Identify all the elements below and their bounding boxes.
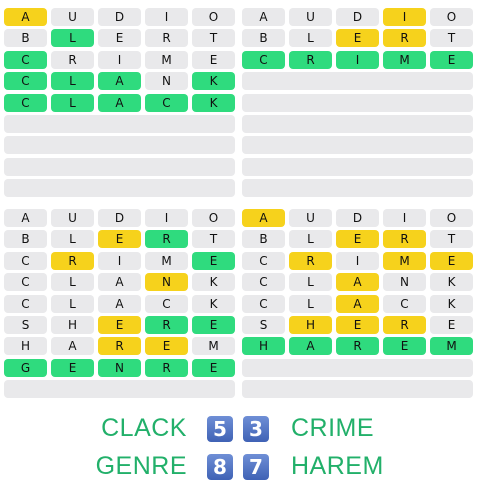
solved-word-top-right: CRIME bbox=[291, 414, 375, 442]
guess-row bbox=[4, 209, 235, 227]
letter-tile: N bbox=[145, 273, 188, 291]
letter-tile: M bbox=[192, 337, 235, 355]
letter-tile: I bbox=[383, 209, 426, 227]
letter-tile: L bbox=[289, 273, 332, 291]
letter-tile: R bbox=[289, 252, 332, 270]
guess-row bbox=[4, 230, 235, 248]
letter-tile: C bbox=[4, 295, 47, 313]
guess-count-badge-top-right: 3 bbox=[243, 416, 269, 442]
empty-guess-row bbox=[242, 158, 473, 176]
letter-tile: E bbox=[430, 252, 473, 270]
guess-count-badge-bottom-left: 8 bbox=[207, 454, 233, 480]
guess-row bbox=[4, 94, 235, 112]
letter-tile: E bbox=[98, 230, 141, 248]
letter-tile: L bbox=[51, 29, 94, 47]
guess-row bbox=[242, 273, 473, 291]
letter-tile: R bbox=[289, 51, 332, 69]
empty-guess-row bbox=[242, 94, 473, 112]
letter-tile: D bbox=[336, 209, 379, 227]
guess-row bbox=[242, 230, 473, 248]
letter-tile: U bbox=[289, 8, 332, 26]
empty-guess-row bbox=[242, 115, 473, 133]
letter-tile: I bbox=[336, 51, 379, 69]
letter-tile: L bbox=[289, 29, 332, 47]
letter-tile: K bbox=[192, 295, 235, 313]
empty-guess-row bbox=[242, 380, 473, 398]
letter-tile: O bbox=[192, 8, 235, 26]
letter-tile: N bbox=[383, 273, 426, 291]
empty-guess-row bbox=[242, 179, 473, 197]
letter-tile: A bbox=[98, 72, 141, 90]
letter-tile: K bbox=[192, 273, 235, 291]
letter-tile: M bbox=[145, 51, 188, 69]
letter-tile: B bbox=[4, 230, 47, 248]
letter-tile: U bbox=[51, 8, 94, 26]
letter-tile: E bbox=[192, 252, 235, 270]
board-top-left bbox=[4, 8, 235, 201]
letter-tile: L bbox=[289, 295, 332, 313]
letter-tile: C bbox=[242, 252, 285, 270]
letter-tile: E bbox=[430, 316, 473, 334]
letter-tile: H bbox=[242, 337, 285, 355]
letter-tile: A bbox=[98, 94, 141, 112]
letter-tile: D bbox=[336, 8, 379, 26]
letter-tile: E bbox=[192, 359, 235, 377]
letter-tile: E bbox=[430, 51, 473, 69]
letter-tile: K bbox=[192, 94, 235, 112]
letter-tile: C bbox=[4, 94, 47, 112]
letter-tile: U bbox=[51, 209, 94, 227]
letter-tile: A bbox=[242, 8, 285, 26]
letter-tile: K bbox=[192, 72, 235, 90]
letter-tile: D bbox=[98, 8, 141, 26]
letter-tile: I bbox=[383, 8, 426, 26]
letter-tile: L bbox=[51, 295, 94, 313]
empty-guess-row bbox=[4, 179, 235, 197]
letter-tile: T bbox=[192, 230, 235, 248]
letter-tile: C bbox=[145, 295, 188, 313]
letter-tile: E bbox=[98, 29, 141, 47]
board-bottom-right bbox=[242, 209, 473, 402]
letter-tile: L bbox=[51, 230, 94, 248]
guess-row bbox=[4, 252, 235, 270]
letter-tile: A bbox=[336, 273, 379, 291]
guess-row bbox=[242, 29, 473, 47]
letter-tile: R bbox=[145, 29, 188, 47]
letter-tile: R bbox=[145, 316, 188, 334]
letter-tile: E bbox=[98, 316, 141, 334]
letter-tile: C bbox=[4, 51, 47, 69]
letter-tile: C bbox=[383, 295, 426, 313]
letter-tile: M bbox=[145, 252, 188, 270]
solved-word-bottom-right: HAREM bbox=[291, 452, 384, 480]
letter-tile: I bbox=[98, 252, 141, 270]
guess-row bbox=[4, 359, 235, 377]
letter-tile: O bbox=[430, 209, 473, 227]
letter-tile: A bbox=[289, 337, 332, 355]
guess-row bbox=[4, 29, 235, 47]
letter-tile: L bbox=[51, 94, 94, 112]
letter-tile: H bbox=[51, 316, 94, 334]
letter-tile: A bbox=[98, 295, 141, 313]
letter-tile: E bbox=[192, 316, 235, 334]
letter-tile: C bbox=[4, 273, 47, 291]
letter-tile: E bbox=[145, 337, 188, 355]
letter-tile: H bbox=[4, 337, 47, 355]
solved-word-top-left: CLACK bbox=[101, 414, 187, 442]
letter-tile: N bbox=[98, 359, 141, 377]
letter-tile: U bbox=[289, 209, 332, 227]
letter-tile: M bbox=[383, 252, 426, 270]
letter-tile: K bbox=[430, 273, 473, 291]
letter-tile: L bbox=[289, 230, 332, 248]
letter-tile: E bbox=[192, 51, 235, 69]
letter-tile: R bbox=[98, 337, 141, 355]
letter-tile: R bbox=[383, 316, 426, 334]
summary-row-2 bbox=[0, 450, 477, 486]
letter-tile: E bbox=[336, 316, 379, 334]
guess-row bbox=[242, 51, 473, 69]
letter-tile: A bbox=[98, 273, 141, 291]
letter-tile: S bbox=[4, 316, 47, 334]
letter-tile: R bbox=[383, 29, 426, 47]
letter-tile: R bbox=[145, 359, 188, 377]
empty-guess-row bbox=[4, 115, 235, 133]
letter-tile: B bbox=[242, 230, 285, 248]
letter-tile: N bbox=[145, 72, 188, 90]
letter-tile: A bbox=[4, 8, 47, 26]
guess-row bbox=[242, 295, 473, 313]
letter-tile: L bbox=[51, 72, 94, 90]
guess-row bbox=[242, 8, 473, 26]
empty-guess-row bbox=[242, 359, 473, 377]
guess-count-badge-top-left: 5 bbox=[207, 416, 233, 442]
empty-guess-row bbox=[4, 136, 235, 154]
letter-tile: A bbox=[336, 295, 379, 313]
letter-tile: C bbox=[4, 72, 47, 90]
letter-tile: T bbox=[430, 29, 473, 47]
letter-tile: D bbox=[98, 209, 141, 227]
letter-tile: B bbox=[242, 29, 285, 47]
guess-count-badge-bottom-right: 7 bbox=[243, 454, 269, 480]
letter-tile: A bbox=[51, 337, 94, 355]
guess-row bbox=[4, 72, 235, 90]
letter-tile: C bbox=[4, 252, 47, 270]
board-top-right bbox=[242, 8, 473, 201]
empty-guess-row bbox=[4, 380, 235, 398]
summary-row-1 bbox=[0, 412, 477, 448]
letter-tile: O bbox=[430, 8, 473, 26]
letter-tile: I bbox=[145, 8, 188, 26]
guess-row bbox=[4, 51, 235, 69]
letter-tile: C bbox=[242, 273, 285, 291]
letter-tile: A bbox=[4, 209, 47, 227]
letter-tile: I bbox=[98, 51, 141, 69]
empty-guess-row bbox=[242, 72, 473, 90]
letter-tile: C bbox=[242, 295, 285, 313]
letter-tile: L bbox=[51, 273, 94, 291]
letter-tile: G bbox=[4, 359, 47, 377]
letter-tile: M bbox=[383, 51, 426, 69]
letter-tile: I bbox=[145, 209, 188, 227]
letter-tile: R bbox=[51, 252, 94, 270]
guess-row bbox=[4, 295, 235, 313]
guess-row bbox=[242, 252, 473, 270]
empty-guess-row bbox=[4, 158, 235, 176]
letter-tile: R bbox=[51, 51, 94, 69]
letter-tile: H bbox=[289, 316, 332, 334]
empty-guess-row bbox=[242, 136, 473, 154]
guess-row bbox=[242, 316, 473, 334]
letter-tile: E bbox=[51, 359, 94, 377]
guess-row bbox=[242, 337, 473, 355]
letter-tile: R bbox=[383, 230, 426, 248]
letter-tile: M bbox=[430, 337, 473, 355]
guess-row bbox=[4, 273, 235, 291]
guess-row bbox=[4, 316, 235, 334]
letter-tile: O bbox=[192, 209, 235, 227]
letter-tile: R bbox=[145, 230, 188, 248]
guess-row bbox=[4, 8, 235, 26]
guess-row bbox=[4, 337, 235, 355]
guess-row bbox=[242, 209, 473, 227]
letter-tile: T bbox=[192, 29, 235, 47]
letter-tile: A bbox=[242, 209, 285, 227]
letter-tile: C bbox=[242, 51, 285, 69]
letter-tile: B bbox=[4, 29, 47, 47]
letter-tile: T bbox=[430, 230, 473, 248]
letter-tile: C bbox=[145, 94, 188, 112]
letter-tile: E bbox=[383, 337, 426, 355]
board-bottom-left bbox=[4, 209, 235, 402]
letter-tile: R bbox=[336, 337, 379, 355]
letter-tile: S bbox=[242, 316, 285, 334]
solved-word-bottom-left: GENRE bbox=[95, 452, 187, 480]
letter-tile: E bbox=[336, 230, 379, 248]
letter-tile: E bbox=[336, 29, 379, 47]
letter-tile: K bbox=[430, 295, 473, 313]
letter-tile: I bbox=[336, 252, 379, 270]
